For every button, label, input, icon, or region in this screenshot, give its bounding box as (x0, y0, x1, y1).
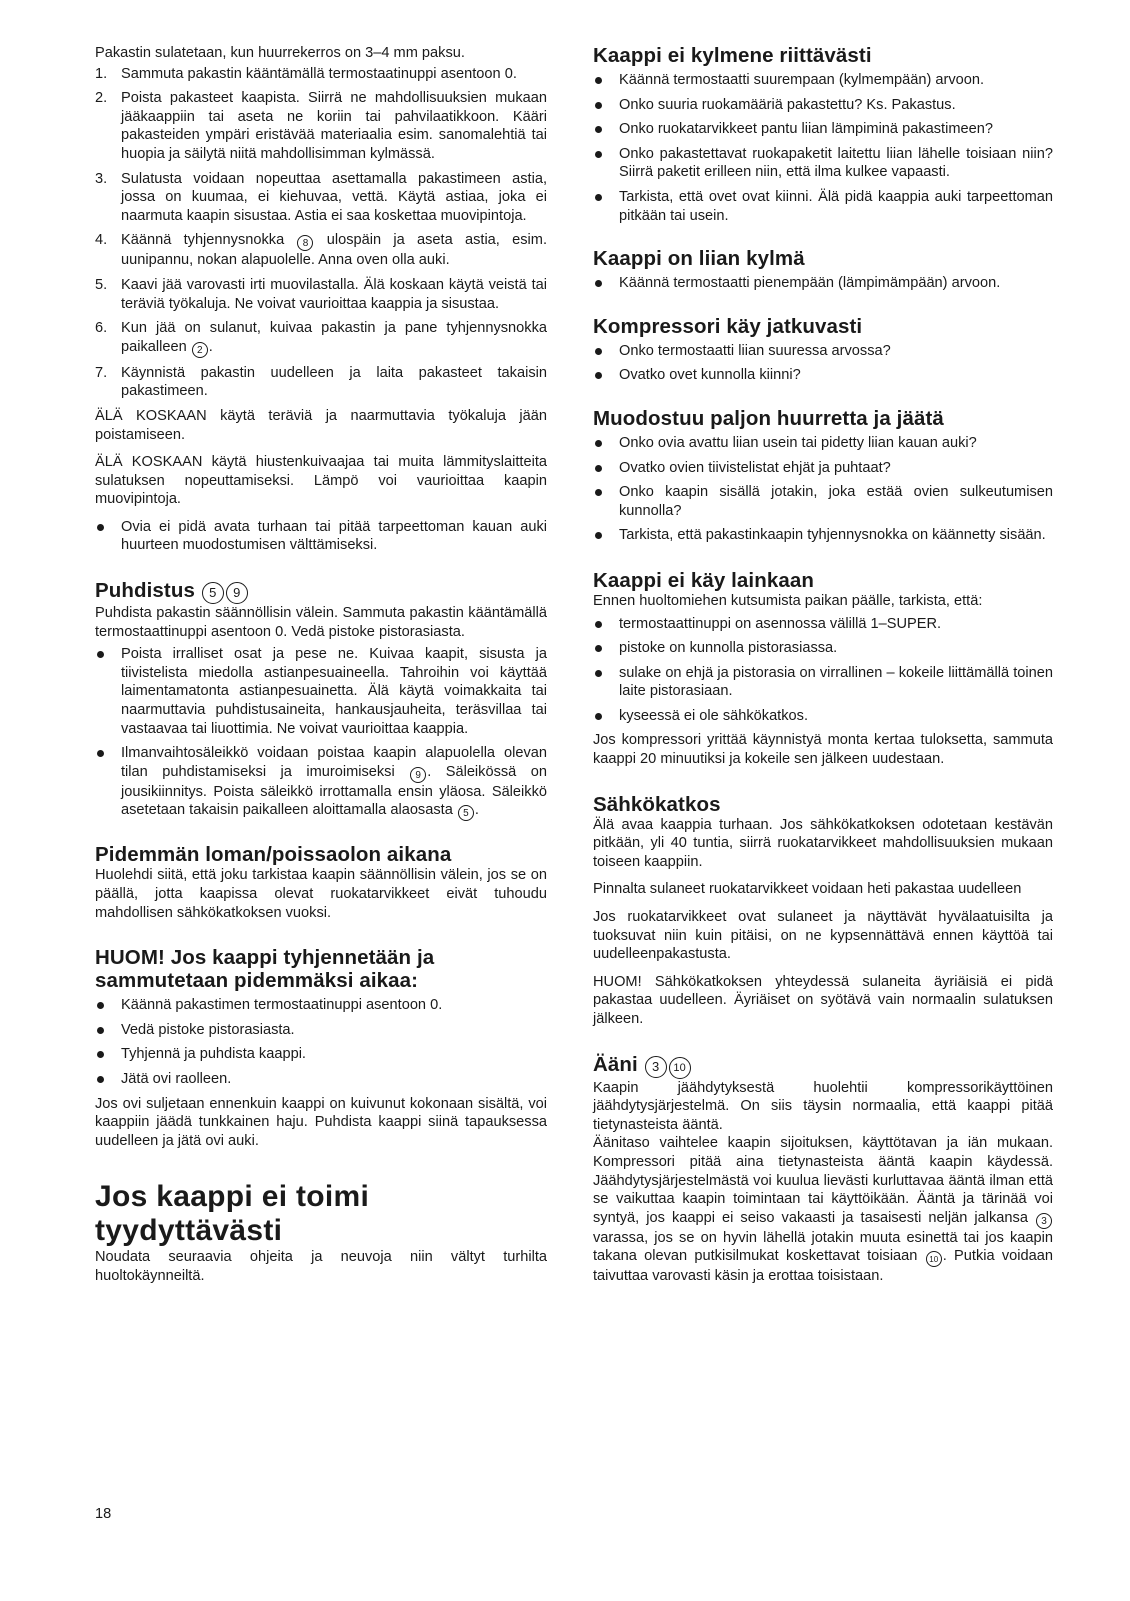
frost-heading: Muodostuu paljon huurretta ja jäätä (593, 406, 944, 430)
ref-circle: 3 (645, 1056, 667, 1078)
ref-circle: 10 (926, 1251, 942, 1267)
defrost-step: 1. Sammuta pakastin kääntämällä termostaatinuppi asentoon 0. (95, 65, 517, 82)
not-running-heading: Kaappi ei käy lainkaan (593, 568, 814, 592)
not-running-list (593, 615, 1053, 726)
list-item: Ilmanvaihtosäleikkö voidaan poistaa kaapin alapuolella olevan tilan puhdistamiseksi ja imuroimiseksi 9 . Säleikössä on jousikiinnitys. Poista säleikkö irrottamalla ensin yläosa. Säleikkö asetetaan takaisin paikalleen aloittamalla alaosasta 5 . (95, 744, 547, 821)
note-list (95, 996, 547, 1088)
not-running-text: Jos kompressori yrittää käynnistyä monta kertaa tuloksetta, sammuta kaappi 20 minuutiksi ja kokeile sen jälkeen uudestaan. (593, 732, 1053, 768)
compressor-heading: Kompressori käy jatkuvasti (593, 314, 863, 338)
ref-circle: 9 (410, 767, 426, 783)
list-item: Jätä ovi raolleen. (95, 1070, 547, 1089)
defrost-step: 5. Kaavi jää varovasti irti muovilastalla. Älä koskaan käytä veistä tai teräviä työkaluja. Ne voivat vaurioittaa kaappia ja sisustaa. (95, 276, 547, 312)
ref-circle: 5 (458, 805, 474, 821)
defrost-step: 6. Kun jää on sulanut, kuivaa pakastin ja pane tyhjennysnokka paikalleen 2 . (95, 320, 547, 356)
cleaning-intro: Puhdista pakastin säännöllisin välein. Sammuta pakastin kääntämällä termostaattinuppi asentoon 0. Vedä pistoke pistorasiasta. (95, 605, 547, 640)
list-item: Onko ovia avattu liian usein tai pidetty liian kauan auki? (593, 434, 1053, 453)
list-item: Onko ruokatarvikkeet pantu liian lämpiminä pakastimeen? (593, 120, 1053, 139)
list-item: termostaattinuppi on asennossa välillä 1–SUPER. (593, 615, 1053, 634)
cleaning-list (95, 645, 547, 821)
frost-list (593, 434, 1053, 545)
defrost-step: 4. Käännä tyhjennysnokka 8 ulospäin ja aseta astia, esim. uunipannu, nokan alapuolelle. Anna oven olla auki. (95, 232, 547, 269)
not-cold-heading: Kaappi ei kylmene riittävästi (593, 44, 872, 67)
not-cold-list (593, 71, 1053, 225)
list-item: Ovatko ovien tiivistelistat ehjät ja puhtaat? (593, 459, 1053, 478)
cleaning-heading: Puhdistus 5 9 (95, 579, 547, 604)
list-item: Ovatko ovet kunnolla kiinni? (593, 366, 1053, 385)
list-item: kyseessä ei ole sähkökatkos. (593, 707, 1053, 726)
note-heading: HUOM! Jos kaappi tyhjennetään ja sammutetaan pidemmäksi aikaa: (95, 946, 435, 993)
outage-paragraph: HUOM! Sähkökatkoksen yhteydessä sulaneita äyriäisiä ei pidä pakastaa uudelleen. Äyriäiset on syötävä vain normaalin sulatuksen jälkeen. (593, 973, 1053, 1027)
defrost-steps (95, 65, 547, 401)
list-item: Onko pakastettavat ruokapaketit laitettu liian lähelle toisiaan niin? Siirrä paketit erilleen niin, että ilma kulkee vapaasti. (593, 145, 1053, 182)
outage-paragraph: Pinnalta sulaneet ruokatarvikkeet voidaan heti pakastaa uudelleen (593, 881, 1022, 898)
not-running-intro: Ennen huoltomiehen kutsumista paikan päälle, tarkista, että: (593, 592, 983, 609)
list-item: Poista irralliset osat ja pese ne. Kuivaa kaapit, sisusta ja tiivistelista miedolla astianpesuaineella. Tahroihin voi käyttää laimentamatonta astianpesuainetta. Älä käytä voimakkaita tai naarmuttavia puhdistusaineita, hankausjauheita, teräsvillaa tai vastaavaa tai liuottimia. Ne voivat vaurioittaa kaappia. (95, 645, 547, 738)
ref-circle: 10 (669, 1057, 691, 1079)
list-item: sulake on ehjä ja pistorasia on virrallinen – kokeile liittämällä toinen laite pistorasiaan. (593, 664, 1053, 701)
absence-heading: Pidemmän loman/poissaolon aikana (95, 843, 452, 867)
list-item: Vedä pistoke pistorasiasta. (95, 1021, 547, 1040)
right-column (593, 44, 1053, 1286)
trouble-text: Noudata seuraavia ohjeita ja neuvoja niin vältyt turhilta huoltokäynneiltä. (95, 1249, 547, 1284)
ref-circle: 3 (1036, 1213, 1052, 1229)
trouble-heading: Jos kaappi ei toimi tyydyttävästi (95, 1180, 370, 1248)
defrost-step: 2. Poista pakasteet kaapista. Siirrä ne mahdollisuuksien mukaan jääkaappiin tai aseta ne koriin tai pahvilaatikkoon. Kääri pakasteiden ympäri eristävää materiaalia esim. sanomalehtiä tai huopia ja säilytä niitä mahdollisimman kylmässä. (95, 90, 547, 162)
outage-paragraph: Älä avaa kaappia turhaan. Jos sähkökatkoksen odotetaan kestävän pitkään, yli 40 tuntia, siirrä ruokatarvikkeet mahdollisuuksien mukaan toiseen kaappiin. (593, 816, 1053, 870)
list-item: pistoke on kunnolla pistorasiassa. (593, 639, 1053, 658)
list-item: Ovia ei pidä avata turhaan tai pitää tarpeettoman kauan auki huurteen muodostumisen välttämiseksi. (95, 518, 547, 555)
too-cold-list (593, 274, 1053, 293)
outage-heading: Sähkökatkos (593, 792, 721, 816)
defrost-intro: Pakastin sulatetaan, kun huurrekerros on 3–4 mm paksu. (95, 45, 465, 61)
compressor-list (593, 342, 1053, 385)
absence-text: Huolehdi siitä, että joku tarkistaa kaapin säännöllisin välein, jos se on päällä, jotta kaapissa olevat ruokatarvikkeet eivät tuhoudu mahdollisen sähkökatkoksen vuoksi. (95, 867, 547, 921)
warning-sharp-tools: ÄLÄ KOSKAAN käytä teräviä ja naarmuttavia työkaluja jään poistamiseen. (95, 407, 547, 443)
note-text: Jos ovi suljetaan ennenkuin kaappi on kuivunut kokonaan sisältä, voi kaappiin jäädä tunkkainen haju. Puhdista kaappi siinä tapauksessa uudelleen ja jätä ovi auki. (95, 1095, 547, 1149)
door-bullet-list (95, 518, 547, 555)
ref-circle: 2 (192, 342, 208, 358)
page-number: 18 (95, 1506, 112, 1522)
list-item: Onko kaapin sisällä jotakin, joka estää ovien sulkeutumisen kunnolla? (593, 483, 1053, 520)
defrost-step: 3. Sulatusta voidaan nopeuttaa asettamalla pakastimeen astia, jossa on kuumaa, ei kiehuvaa, vettä. Käytä astiaa, joka ei naarmuta kaapin sisustaa. Astia ei saa koskettaa muovipintoja. (95, 170, 547, 224)
list-item: Tarkista, että ovet ovat kiinni. Älä pidä kaappia auki tarpeettoman pitkään tai usein. (593, 188, 1053, 225)
warning-heaters: ÄLÄ KOSKAAN käytä hiustenkuivaajaa tai muita lämmityslaitteita sulatuksen nopeuttamiseksi. Lämpö voi vaurioittaa kaapin muovipintoja. (95, 454, 547, 508)
list-item: Tyhjennä ja puhdista kaappi. (95, 1045, 547, 1064)
sound-paragraph: Äänitaso vaihtelee kaapin sijoituksen, käyttötavan ja iän mukaan. Kompressori pitää aina tietynasteista ääntä kaapin käydessä. Jäähdytysjärjestelmästä voi kuulua lievästi kurluttavaa ääntä ilman että se vaikuttaa kaapin toimintaan tai käyttöikään. Ääntä ja tärinää voi syntyä, jos kaappi ei seiso vakaasti ja tasaisesti neljän jalkansa 3 varassa, jos se on hyvin lähellä jotakin muuta esinettä tai jos kaapin takana olevan putkisilmukat koskettavat toisiaan 10 . Putkia voidaan taivuttaa varovasti käsin ja erottaa toisistaan. (593, 1135, 1053, 1285)
list-item: Käännä termostaatti pienempään (lämpimämpään) arvoon. (593, 274, 1053, 293)
ref-circle: 8 (297, 235, 313, 251)
too-cold-heading: Kaappi on liian kylmä (593, 247, 805, 271)
ref-circle: 5 (202, 582, 224, 604)
list-item: Käännä termostaatti suurempaan (kylmempään) arvoon. (593, 71, 1053, 90)
list-item: Onko termostaatti liian suuressa arvossa? (593, 342, 1053, 361)
ref-circle: 9 (226, 582, 248, 604)
sound-heading: Ääni 3 10 (593, 1053, 1053, 1079)
outage-paragraph: Jos ruokatarvikkeet ovat sulaneet ja näyttävät hyvälaatuisilta ja tuoksuvat niin kuin pitäisi, on ne kypsennättävä ennen käyttöä tai uudelleenpakastusta. (593, 909, 1053, 963)
list-item: Tarkista, että pakastinkaapin tyhjennysnokka on käännetty sisään. (593, 526, 1053, 545)
list-item: Käännä pakastimen termostaatinuppi asentoon 0. (95, 996, 547, 1015)
sound-paragraph: Kaapin jäähdytyksestä huolehtii kompressorikäyttöinen jäähdytysjärjestelmä. On siis täysin normaalia, että kaappi pitää tietynasteista ääntä. (593, 1079, 1053, 1133)
left-column (95, 44, 547, 1286)
list-item: Onko suuria ruokamääriä pakastettu? Ks. Pakastus. (593, 96, 1053, 115)
defrost-step: 7. Käynnistä pakastin uudelleen ja laita pakasteet takaisin pakastimeen. (95, 364, 547, 400)
